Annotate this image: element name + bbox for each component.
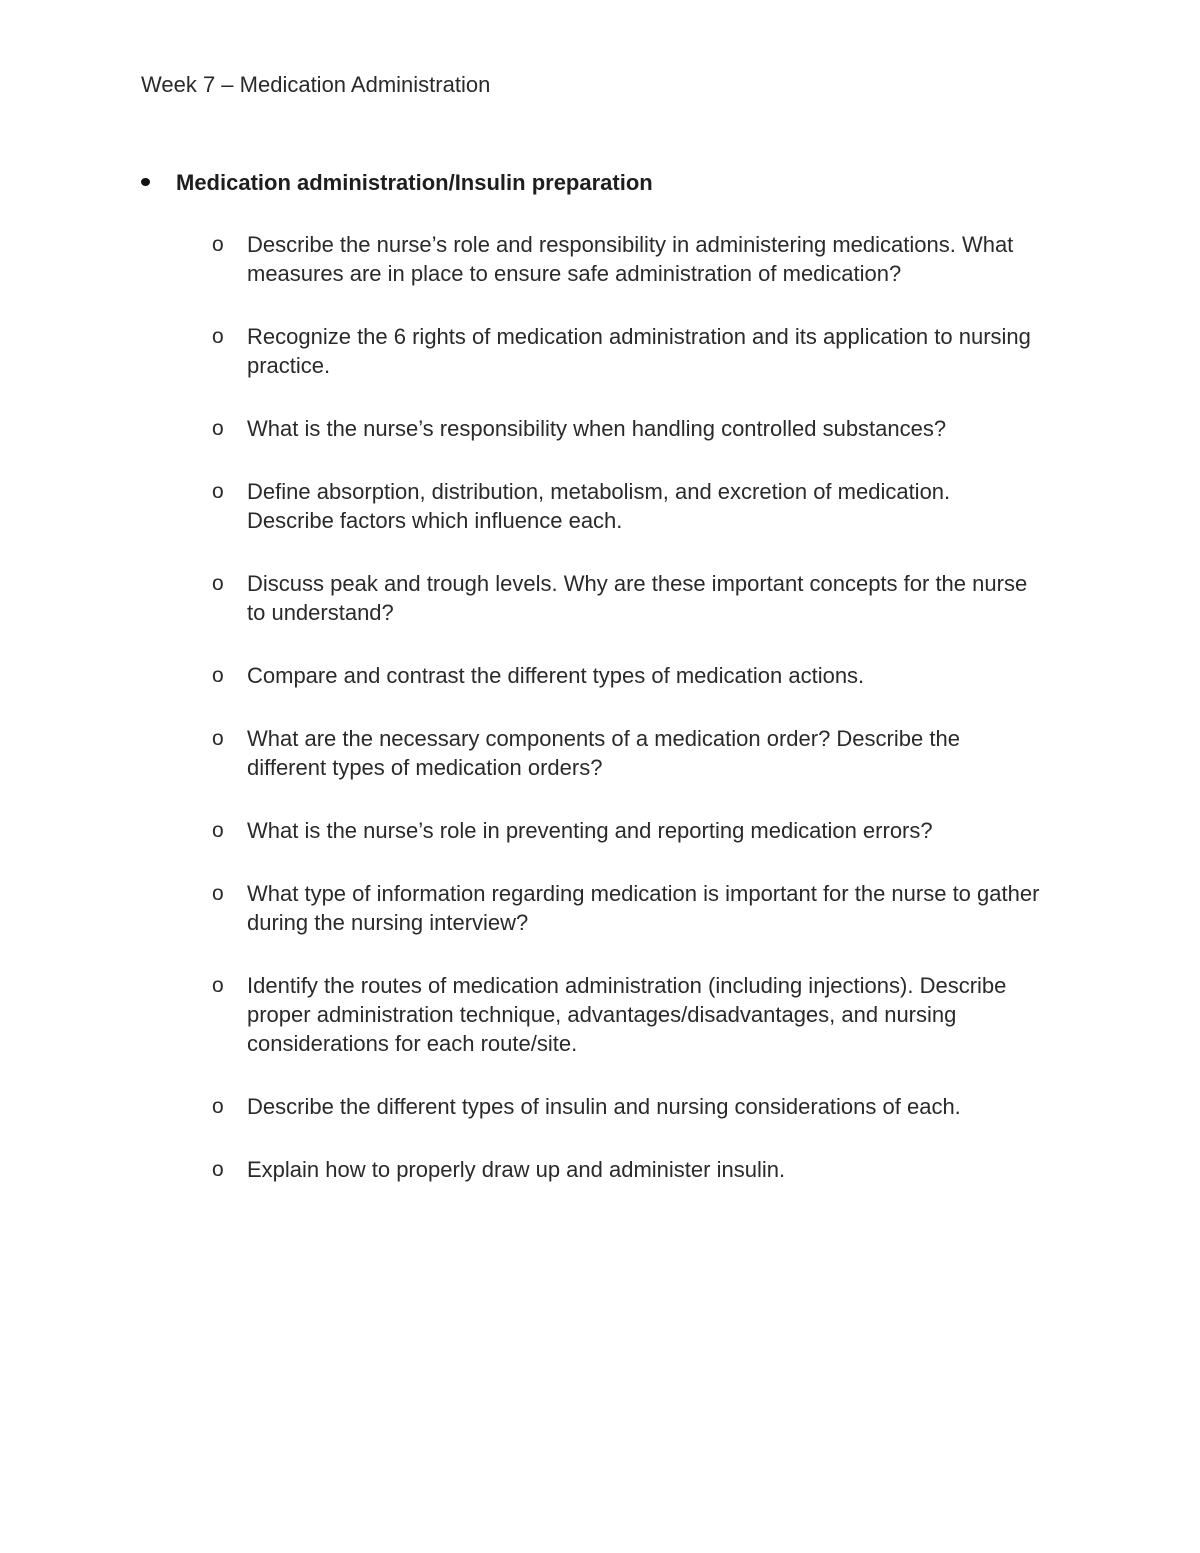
list-item-text: Identify the routes of medication administration (including injections). Describe proper administration technique, advantages/disadvantages, and nursing considerations for each route/site. [247, 973, 1007, 1056]
list-item [212, 230, 1042, 288]
hollow-o-bullet-icon: o [212, 325, 224, 348]
list-item [212, 971, 1042, 1058]
hollow-o-bullet-icon: o [212, 1158, 224, 1181]
hollow-o-bullet-icon: o [212, 819, 224, 842]
list-item [212, 322, 1042, 380]
list-item [212, 661, 1042, 690]
list-item-text: What type of information regarding medication is important for the nurse to gather during the nursing interview? [247, 881, 1040, 935]
section-header [141, 169, 1041, 197]
list-item-text: What are the necessary components of a medication order? Describe the different types of medication orders? [247, 726, 960, 780]
document-title: Week 7 – Medication Administration [141, 72, 491, 97]
hollow-o-bullet-icon: o [212, 664, 224, 687]
hollow-o-bullet-icon: o [212, 974, 224, 997]
hollow-o-bullet-icon: o [212, 727, 224, 750]
list-item-text: Define absorption, distribution, metabolism, and excretion of medication. Describe factors which influence each. [247, 479, 951, 533]
list-item [212, 569, 1042, 627]
hollow-o-bullet-icon: o [212, 417, 224, 440]
list-item [212, 879, 1042, 937]
section-medication-administration [141, 169, 1041, 1182]
list-item-text: What is the nurse’s responsibility when handling controlled substances? [247, 416, 947, 441]
section-heading: Medication administration/Insulin preparation [176, 170, 653, 195]
hollow-o-bullet-icon: o [212, 1095, 224, 1118]
list-item-text: Explain how to properly draw up and administer insulin. [247, 1157, 786, 1182]
list-item-text: Recognize the 6 rights of medication administration and its application to nursing practice. [247, 324, 1031, 378]
list-item-text: Compare and contrast the different types of medication actions. [247, 663, 865, 688]
question-list [212, 230, 1042, 1184]
list-item [212, 1155, 1042, 1184]
list-item-text: Describe the nurse’s role and responsibility in administering medications. What measures are in place to ensure safe administration of medication? [247, 232, 1014, 286]
list-item [212, 724, 1042, 782]
list-item [212, 477, 1042, 535]
list-item-text: What is the nurse’s role in preventing and reporting medication errors? [247, 818, 933, 843]
list-item [212, 414, 1042, 443]
hollow-o-bullet-icon: o [212, 233, 224, 256]
list-item [212, 1092, 1042, 1121]
list-item-text: Discuss peak and trough levels. Why are these important concepts for the nurse to understand? [247, 571, 1028, 625]
filled-circle-bullet-icon [141, 178, 150, 186]
list-item [212, 816, 1042, 845]
list-item-text: Describe the different types of insulin and nursing considerations of each. [247, 1094, 961, 1119]
hollow-o-bullet-icon: o [212, 882, 224, 905]
hollow-o-bullet-icon: o [212, 480, 224, 503]
hollow-o-bullet-icon: o [212, 572, 224, 595]
